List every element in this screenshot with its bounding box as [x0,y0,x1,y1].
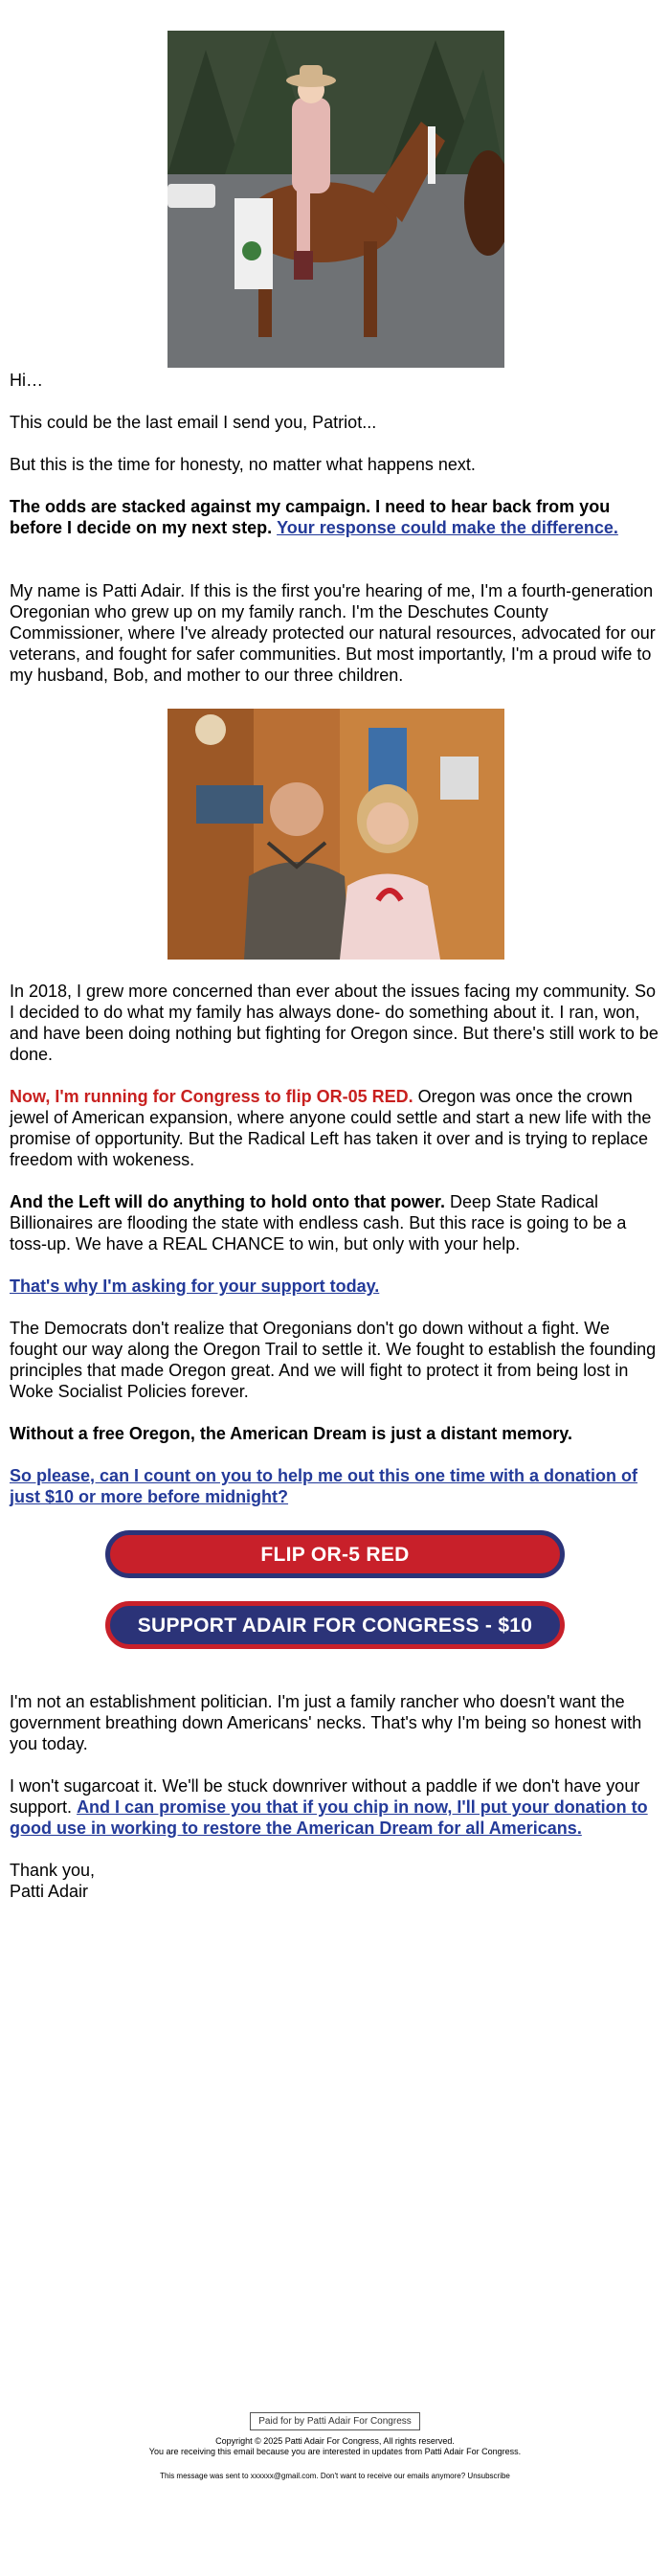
billionaires-text: Deep State Radical Billionaires are flooding the state with endless cash. But this race is going to be a toss-up. We have a REAL CHANCE to win, but only with your help. [10,1192,627,1254]
paragraph-left-power [10,1191,660,1254]
sugarcoat-text: I won't sugarcoat it. We'll be stuck downriver without a paddle if we don't have your support. [10,1776,640,1817]
copyright-text: Copyright © 2025 Patti Adair For Congress, All rights reserved. [215,2436,455,2446]
couple-photo [168,709,504,960]
paragraph-donation-ask [10,1465,660,1507]
paragraph-democrats: The Democrats don't realize that Oregonians don't go down without a fight. We fought our way along the Oregon Trail to settle it. We fought to establish the founding principles that made Oregon great. And we will fight to protect it from being lost in Woke Socialist Policies forever. [10,1319,657,1401]
chip-in-now-link[interactable]: And I can promise you that if you chip in now, I'll put your donation to good use in working to restore the American Dream for all Americans. [10,1797,648,1838]
couple-image [168,709,504,960]
sent-to-unsubscribe-text[interactable]: This message was sent to xxxxxx@gmail.com. Don't want to receive our emails anymore? Unsubscribe [160,2472,510,2480]
paragraph-honesty: But this is the time for honesty, no matter what happens next. [10,455,476,474]
signature: Patti Adair [10,1882,89,1901]
left-power-bold-text: And the Left will do anything to hold onto that power. [10,1192,445,1211]
hero-photo-horse [168,31,504,368]
response-difference-link[interactable]: Your response could make the difference. [277,518,618,537]
flip-or5-red-button[interactable]: FLIP OR-5 RED [105,1530,565,1578]
paragraph-free-oregon: Without a free Oregon, the American Dream is just a distant memory. [10,1424,572,1443]
paragraph-support-today [10,1276,660,1297]
support-adair-button[interactable]: SUPPORT ADAIR FOR CONGRESS - $10 [105,1601,565,1649]
paragraph-odds [10,496,660,538]
paragraph-2018: In 2018, I grew more concerned than ever about the issues facing my community. So I decided to do what my family has always done- do something about it. I ran, won, and have been doing nothing but fighting for Oregon since. But there's still work to be done. [10,982,659,1064]
odds-bold-text: The odds are stacked against my campaign. I need to hear back from you before I decide on my next step. [10,497,611,537]
oregon-expansion-text: Oregon was once the crown jewel of American expansion, where anyone could settle and start a new life with the promise of opportunity. But the Radical Left has taken it over and is trying to replace freedom with wokeness. [10,1087,652,1169]
paragraph-not-establishment: I'm not an establishment politician. I'm just a family rancher who doesn't want the government breathing down Americans' necks. That's why I'm being so honest with you today. [10,1692,642,1753]
flip-or05-red-text: Now, I'm running for Congress to flip OR-05 RED. [10,1087,413,1106]
paid-for-box: Paid for by Patti Adair For Congress [250,2412,420,2430]
subscription-reason-text: You are receiving this email because you are interested in updates from Patti Adair For Congress. [148,2447,522,2456]
email-footer [0,2411,670,2481]
horse-rider-image [168,31,504,368]
paragraph-sugarcoat [10,1775,660,1839]
paragraph-last-email: This could be the last email I send you, Patriot... [10,413,377,432]
paragraph-introduction: My name is Patti Adair. If this is the first you're hearing of me, I'm a fourth-generation Oregonian who grew up on my family ranch. I'm the Deschutes County Commissioner, where I've already protected our natural resources, advocated for our veterans, and fought for safer communities. But most importantly, I'm a proud wife to my husband, Bob, and mother to our three children. [10,581,656,685]
support-today-link[interactable]: That's why I'm asking for your support today. [10,1277,380,1296]
signoff: Thank you, [10,1861,96,1880]
paragraph-running-for-congress [10,1086,660,1170]
donate-10-link[interactable]: So please, can I count on you to help me out this one time with a donation of just $10 or more before midnight? [10,1466,638,1506]
greeting: Hi… [10,371,43,390]
